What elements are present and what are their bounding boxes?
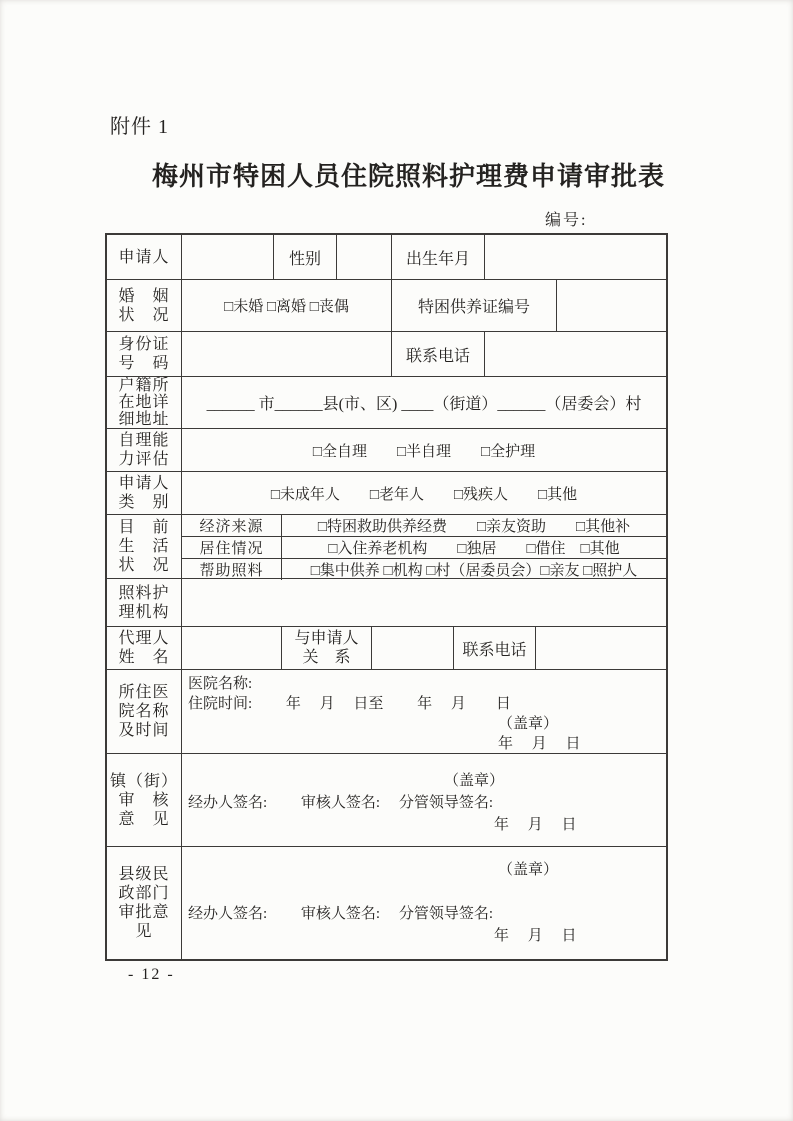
address-label: 户籍所 在地详 细地址 xyxy=(107,377,182,428)
living-situation-subrows xyxy=(182,515,666,578)
phone-label: 联系电话 xyxy=(392,332,485,376)
row-selfcare xyxy=(107,429,666,472)
row-hospital xyxy=(107,670,666,754)
hospital-date-line: 年 月 日 xyxy=(498,736,581,752)
marital-status-label: 婚 姻 状 况 xyxy=(107,280,182,331)
town-seal-line: （盖章） xyxy=(444,773,505,789)
gender-label: 性别 xyxy=(274,235,337,279)
town-signatures-line: 经办人签名: 审核人签名: 分管领导签名: xyxy=(188,795,494,811)
income-options: □特困救助供养经费 □亲友资助 □其他补 xyxy=(317,519,631,535)
subrow-residence xyxy=(182,537,666,559)
hospital-seal-line: （盖章） xyxy=(498,716,559,732)
town-review-label: 镇（街） 审 核 意 见 xyxy=(107,754,182,846)
income-label: 经济来源 xyxy=(182,515,282,536)
row-county-approval xyxy=(107,847,666,959)
applicant-label: 申请人 xyxy=(107,235,182,279)
agent-name-label: 代理人 姓 名 xyxy=(107,627,182,669)
birth-label: 出生年月 xyxy=(392,235,485,279)
selfcare-options: □全自理 □半自理 □全护理 xyxy=(312,443,536,460)
category-label: 申请人 类 别 xyxy=(107,472,182,514)
residence-options: □入住养老机构 □独居 □借住 □其他 xyxy=(328,541,620,557)
support-cert-value-cell xyxy=(557,280,666,331)
agent-phone-label: 联系电话 xyxy=(454,627,536,669)
care-institution-label: 照料护 理机构 xyxy=(107,579,182,626)
selfcare-label: 自理能 力评估 xyxy=(107,429,182,471)
row-care-institution xyxy=(107,579,666,627)
subrow-income xyxy=(182,515,666,537)
serial-number-label: 编号: xyxy=(545,212,588,229)
county-approval-label: 县级民 政部门 审批意 见 xyxy=(107,847,182,959)
row-address xyxy=(107,377,666,429)
application-form-table xyxy=(105,233,668,961)
agent-relation-label: 与申请人 关 系 xyxy=(282,627,372,669)
caregiver-options: □集中供养 □机构 □村（居委员会）□亲友 □照护人 xyxy=(310,563,638,579)
row-applicant xyxy=(107,235,666,280)
row-agent xyxy=(107,627,666,670)
row-category xyxy=(107,472,666,515)
attachment-label: 附件 1 xyxy=(110,116,169,138)
town-review-cell xyxy=(182,754,666,846)
id-number-value-cell xyxy=(182,332,392,376)
row-marital-status xyxy=(107,280,666,332)
row-town-review xyxy=(107,754,666,847)
living-situation-label: 目 前 生 活 状 况 xyxy=(107,515,182,578)
hospital-time-line: 住院时间: 年 月 日至 年 月 日 xyxy=(188,696,511,712)
hospital-detail-cell xyxy=(182,670,666,753)
row-id-number xyxy=(107,332,666,377)
hospital-name-line: 医院名称: xyxy=(188,676,253,692)
applicant-name-cell xyxy=(182,235,274,279)
id-number-label: 身份证 号 码 xyxy=(107,332,182,376)
phone-value-cell xyxy=(485,332,666,376)
county-signatures-line: 经办人签名: 审核人签名: 分管领导签名: xyxy=(188,906,494,922)
page-number: - 12 - xyxy=(128,966,175,983)
marital-options: □未婚 □离婚 □丧偶 xyxy=(182,280,392,331)
town-date-line: 年 月 日 xyxy=(494,817,577,833)
support-cert-label: 特困供养证编号 xyxy=(392,280,557,331)
agent-name-value-cell xyxy=(182,627,282,669)
county-date-line: 年 月 日 xyxy=(494,928,577,944)
subrow-caregiver xyxy=(182,559,666,580)
hospital-label: 所住医 院名称 及时间 xyxy=(107,670,182,753)
row-living-situation xyxy=(107,515,666,579)
agent-relation-value-cell xyxy=(372,627,454,669)
address-fill-in-line: ______ 市______县(市、区) ____（街道）______（居委会）村 xyxy=(206,396,642,413)
county-seal-line: （盖章） xyxy=(498,862,559,878)
care-institution-value-cell xyxy=(182,579,666,626)
residence-label: 居住情况 xyxy=(182,537,282,558)
gender-value-cell xyxy=(337,235,392,279)
agent-phone-value-cell xyxy=(536,627,666,669)
form-title: 梅州市特困人员住院照料护理费申请审批表 xyxy=(151,162,665,191)
category-options: □未成年人 □老年人 □残疾人 □其他 xyxy=(270,486,578,503)
caregiver-label: 帮助照料 xyxy=(182,559,282,580)
birth-value-cell xyxy=(485,235,666,279)
county-approval-cell xyxy=(182,847,666,959)
